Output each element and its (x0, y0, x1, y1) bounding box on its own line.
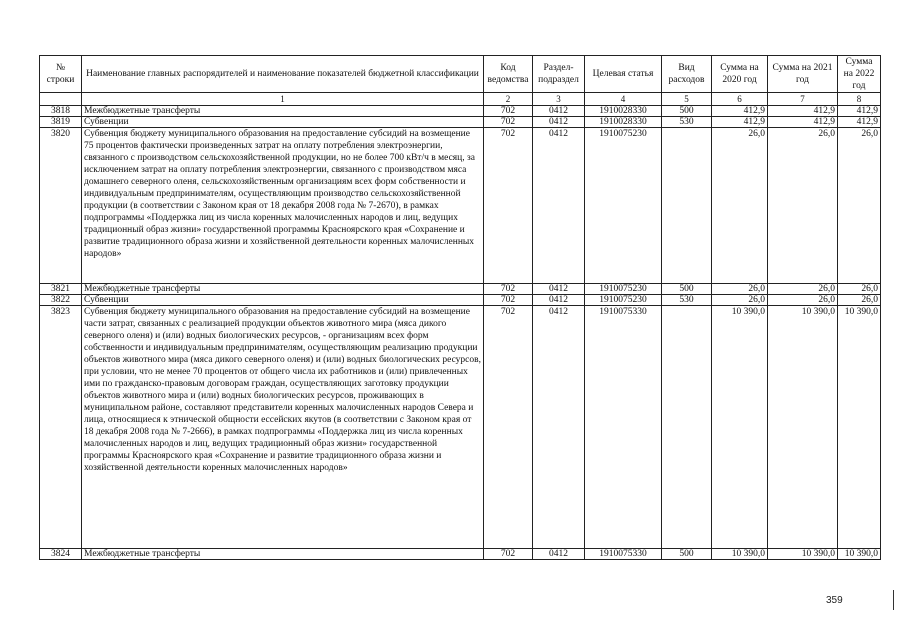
row-name: Межбюджетные трансферты (82, 549, 484, 560)
row-sum-2021: 10 390,0 (768, 549, 838, 560)
row-name: Субвенции (82, 117, 484, 128)
row-dept-code: 702 (484, 295, 533, 306)
row-number: 3822 (40, 295, 82, 306)
row-number: 3820 (40, 128, 82, 284)
row-sum-2020: 412,9 (712, 106, 768, 117)
header-sum-2020: Сумма на 2020 год (712, 56, 768, 93)
row-sum-2022: 10 390,0 (838, 306, 881, 549)
row-target: 1910075230 (585, 128, 662, 284)
column-number: 4 (585, 93, 662, 106)
row-section: 0412 (533, 295, 585, 306)
row-sum-2020: 10 390,0 (712, 306, 768, 549)
row-sum-2021: 26,0 (768, 284, 838, 295)
row-sum-2020: 10 390,0 (712, 549, 768, 560)
row-name: Субвенции (82, 295, 484, 306)
row-sum-2020: 412,9 (712, 117, 768, 128)
column-number: 8 (838, 93, 881, 106)
row-expense-type (662, 128, 712, 284)
row-expense-type: 500 (662, 106, 712, 117)
header-sum-2022: Сумма на 2022 год (838, 56, 881, 93)
row-section: 0412 (533, 284, 585, 295)
row-sum-2021: 412,9 (768, 106, 838, 117)
table-row (40, 306, 881, 549)
column-number: 7 (768, 93, 838, 106)
row-number: 3824 (40, 549, 82, 560)
header-dept-code: Код ведомства (484, 56, 533, 93)
row-number: 3821 (40, 284, 82, 295)
row-sum-2022: 26,0 (838, 128, 881, 284)
row-expense-type: 530 (662, 117, 712, 128)
column-number-row (40, 93, 881, 106)
row-sum-2022: 10 390,0 (838, 549, 881, 560)
header-section: Раздел-подраздел (533, 56, 585, 93)
row-name: Межбюджетные трансферты (82, 106, 484, 117)
table-row (40, 295, 881, 306)
row-name: Межбюджетные трансферты (82, 284, 484, 295)
header-row (40, 56, 881, 93)
row-name: Субвенция бюджету муниципального образования на предоставление субсидий на возмещение 75 процентов фактически произведенных затрат на оплату потребления электроэнергии, связанного с производством сельскохозяйственной продукции, но не более 700 кВт/ч в месяц, за исключением затрат на оплату потребления электроэнергии, связанного с производством мяса домашнего северного оленя, сельскохозяйственным организациям всех форм собственности и индивидуальным предпринимателям, осуществляющим производство сельскохозяйственной продукции (в соответствии с Законом края от 18 декабря 2008 года № 7-2670), в рамках подпрограммы «Поддержка лиц из числа коренных малочисленных народов и лиц, ведущих традиционный образ жизни» государственной программы Красноярского края «Сохранение и развитие традиционного образа жизни и хозяйственной деятельности коренных малочисленных народов» (82, 128, 484, 284)
row-target: 1910075330 (585, 306, 662, 549)
table-row (40, 284, 881, 295)
table-row (40, 117, 881, 128)
table-row (40, 128, 881, 284)
row-sum-2022: 26,0 (838, 295, 881, 306)
column-number: 5 (662, 93, 712, 106)
header-row-no: № строки (40, 56, 82, 93)
row-dept-code: 702 (484, 306, 533, 549)
row-expense-type: 500 (662, 284, 712, 295)
row-target: 1910028330 (585, 106, 662, 117)
row-name: Субвенция бюджету муниципального образования на предоставление субсидий на возмещение части затрат, связанных с реализацией продукции объектов животного мира (мяса дикого северного оленя) и (или) водных биологических ресурсов, - организациям всех форм собственности и индивидуальным предпринимателям, осуществляющим реализацию продукции объектов животного мира (мяса дикого северного оленя) и (или) водных биологических ресурсов, при условии, что не менее 70 процентов от общего числа их работников и (или) привлеченных ими по гражданско-правовым договорам граждан, осуществляющих заготовку продукции объектов животного мира и (или) водных биологических ресурсов, проживающих в муниципальном районе, составляют представители коренных малочисленных народов Севера и лица, относящиеся к этнической общности ессейских якутов (в соответствии с Законом края от 18 декабря 2008 года № 7-2666), в рамках подпрограммы «Поддержка лиц из числа коренных малочисленных народов и лиц, ведущих традиционный образ жизни» государственной программы Красноярского края «Сохранение и развитие традиционного образа жизни и хозяйственной деятельности коренных малочисленных народов» (82, 306, 484, 549)
scan-edge-mark (893, 590, 894, 610)
column-number: 2 (484, 93, 533, 106)
row-section: 0412 (533, 128, 585, 284)
row-sum-2021: 10 390,0 (768, 306, 838, 549)
table-row (40, 549, 881, 560)
row-sum-2021: 26,0 (768, 128, 838, 284)
page-number: 359 (826, 595, 843, 606)
column-number (40, 93, 82, 106)
row-sum-2020: 26,0 (712, 284, 768, 295)
row-dept-code: 702 (484, 117, 533, 128)
column-number: 1 (82, 93, 484, 106)
row-sum-2022: 26,0 (838, 284, 881, 295)
row-number: 3823 (40, 306, 82, 549)
row-target: 1910075330 (585, 549, 662, 560)
row-expense-type: 530 (662, 295, 712, 306)
row-section: 0412 (533, 549, 585, 560)
budget-table (39, 55, 881, 560)
row-number: 3818 (40, 106, 82, 117)
header-sum-2021: Сумма на 2021 год (768, 56, 838, 93)
table-row (40, 106, 881, 117)
header-expense-type: Вид расходов (662, 56, 712, 93)
row-expense-type (662, 306, 712, 549)
row-section: 0412 (533, 106, 585, 117)
header-target: Целевая статья (585, 56, 662, 93)
row-sum-2021: 26,0 (768, 295, 838, 306)
row-sum-2020: 26,0 (712, 128, 768, 284)
row-expense-type: 500 (662, 549, 712, 560)
column-number: 6 (712, 93, 768, 106)
row-section: 0412 (533, 306, 585, 549)
row-target: 1910075230 (585, 284, 662, 295)
row-dept-code: 702 (484, 128, 533, 284)
row-section: 0412 (533, 117, 585, 128)
row-number: 3819 (40, 117, 82, 128)
row-sum-2022: 412,9 (838, 117, 881, 128)
row-target: 1910075230 (585, 295, 662, 306)
row-dept-code: 702 (484, 284, 533, 295)
row-sum-2021: 412,9 (768, 117, 838, 128)
row-dept-code: 702 (484, 106, 533, 117)
column-number: 3 (533, 93, 585, 106)
header-name: Наименование главных распорядителей и наименование показателей бюджетной классификации (82, 56, 484, 93)
row-sum-2020: 26,0 (712, 295, 768, 306)
row-dept-code: 702 (484, 549, 533, 560)
row-target: 1910028330 (585, 117, 662, 128)
row-sum-2022: 412,9 (838, 106, 881, 117)
